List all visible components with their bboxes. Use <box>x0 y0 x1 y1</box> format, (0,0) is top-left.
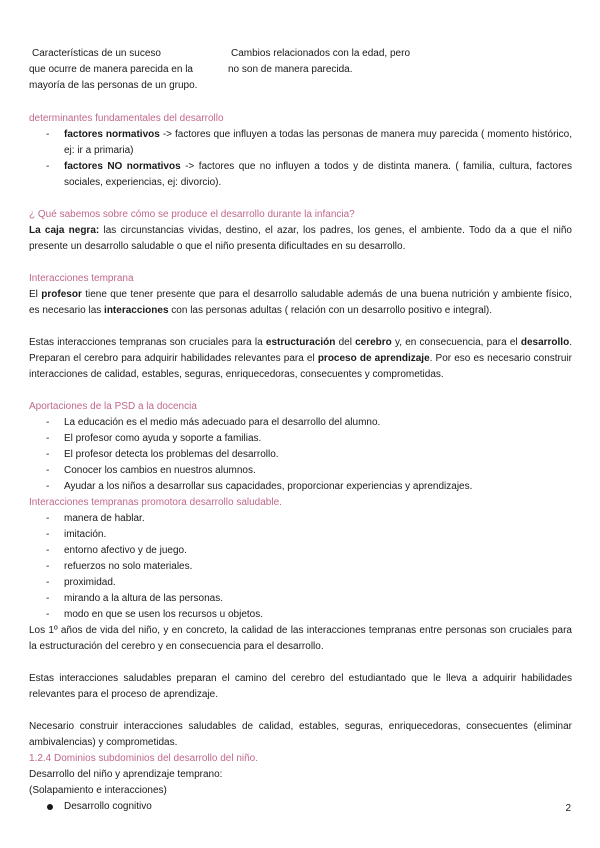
section-heading-determinantes: determinantes fundamentales del desarrollo <box>29 113 224 124</box>
section-heading-infancia: ¿ Qué sabemos sobre cómo se produce el desarrollo durante la infancia? <box>29 209 355 220</box>
list-item: Desarrollo cognitivo <box>29 799 572 815</box>
dominios-list <box>29 799 572 815</box>
list-item: - factores NO normativos -> factores que no influyen a todos y de distinta manera. ( familia, cultura, factores sociales, experiencias, ej: divorcio). <box>29 159 572 191</box>
list-item: - proximidad. <box>29 575 572 591</box>
section-heading-promotora: Interacciones tempranas promotora desarrollo saludable. <box>29 497 282 508</box>
list-item: - entorno afectivo y de juego. <box>29 543 572 559</box>
list-item: - factores normativos -> factores que influyen a todas las personas de manera muy parecida ( momento histórico, ej: ir a primaria) <box>29 127 572 159</box>
list-item: - El profesor como ayuda y soporte a familias. <box>29 431 572 447</box>
paragraph-caja-negra: La caja negra: las circunstancias vividas, destino, el azar, los padres, los genes, el ambiente. Todo da a que el niño presente un desarrollo saludable o que el niño presenta dificultades en su desarrollo. <box>29 225 572 252</box>
column-line: Cambios relacionados con la edad, pero <box>231 48 410 59</box>
column-non-normative-description <box>228 46 428 78</box>
list-item: - refuerzos no solo materiales. <box>29 559 572 575</box>
page-number: 2 <box>565 803 571 814</box>
paragraph-interacciones-saludables: Estas interacciones saludables preparan el camino del cerebro del estudiantado que le lleva a adquirir habilidades relevantes para el proceso de aprendizaje. <box>29 673 572 700</box>
column-line: Características de un suceso <box>32 48 161 59</box>
section-heading-aportaciones: Aportaciones de la PSD a la docencia <box>29 401 197 412</box>
column-line: que ocurre de manera parecida en la <box>29 64 193 75</box>
determinantes-list <box>29 127 572 191</box>
promotora-list <box>29 511 572 623</box>
dominios-line: (Solapamiento e interacciones) <box>29 785 167 796</box>
column-line: mayoría de las personas de un grupo. <box>29 80 198 91</box>
list-item: - Conocer los cambios en nuestros alumnos. <box>29 463 572 479</box>
paragraph-estructuracion: Estas interacciones tempranas son cruciales para la estructuración del cerebro y, en consecuencia, para el desarrollo. Preparan el cerebro para adquirir habilidades relevantes para el proceso de aprendizaje. Por eso es necesario construir interacciones de calidad, estables, seguras, enriquecedoras, consecuentes y comprometidas. <box>29 337 572 380</box>
list-item: - mirando a la altura de las personas. <box>29 591 572 607</box>
column-line: no son de manera parecida. <box>228 64 353 75</box>
list-item: - El profesor detecta los problemas del desarrollo. <box>29 447 572 463</box>
list-item: - imitación. <box>29 527 572 543</box>
aportaciones-list <box>29 415 572 495</box>
list-item: - La educación es el medio más adecuado para el desarrollo del alumno. <box>29 415 572 431</box>
paragraph-primeros-anos: Los 1º años de vida del niño, y en concreto, la calidad de las interacciones tempranas entre personas son cruciales para la estructuración del cerebro y en consecuencia para el desarrollo. <box>29 625 572 652</box>
list-item: - Ayudar a los niños a desarrollar sus capacidades, proporcionar experiencias y aprendizajes. <box>29 479 572 495</box>
document-page <box>29 46 572 815</box>
comparison-columns <box>29 46 572 98</box>
column-normative-description <box>29 46 204 94</box>
list-item: - modo en que se usen los recursos u objetos. <box>29 607 572 623</box>
paragraph-profesor: El profesor tiene que tener presente que para el desarrollo saludable además de una buena nutrición y ambiente físico, es necesario las interacciones con las personas adultas ( relación con un desarrollo positivo e integral). <box>29 289 572 316</box>
paragraph-construir-interacciones: Necesario construir interacciones saludables de calidad, estables, seguras, enriquecedoras, consecuentes (eliminar ambivalencias) y comprometidas. <box>29 721 572 748</box>
section-heading-dominios: 1.2.4 Dominios subdominios del desarrollo del niño. <box>29 753 259 764</box>
dominios-line: Desarrollo del niño y aprendizaje temprano: <box>29 769 223 780</box>
list-item: - manera de hablar. <box>29 511 572 527</box>
section-heading-interacciones: Interacciones temprana <box>29 273 134 284</box>
